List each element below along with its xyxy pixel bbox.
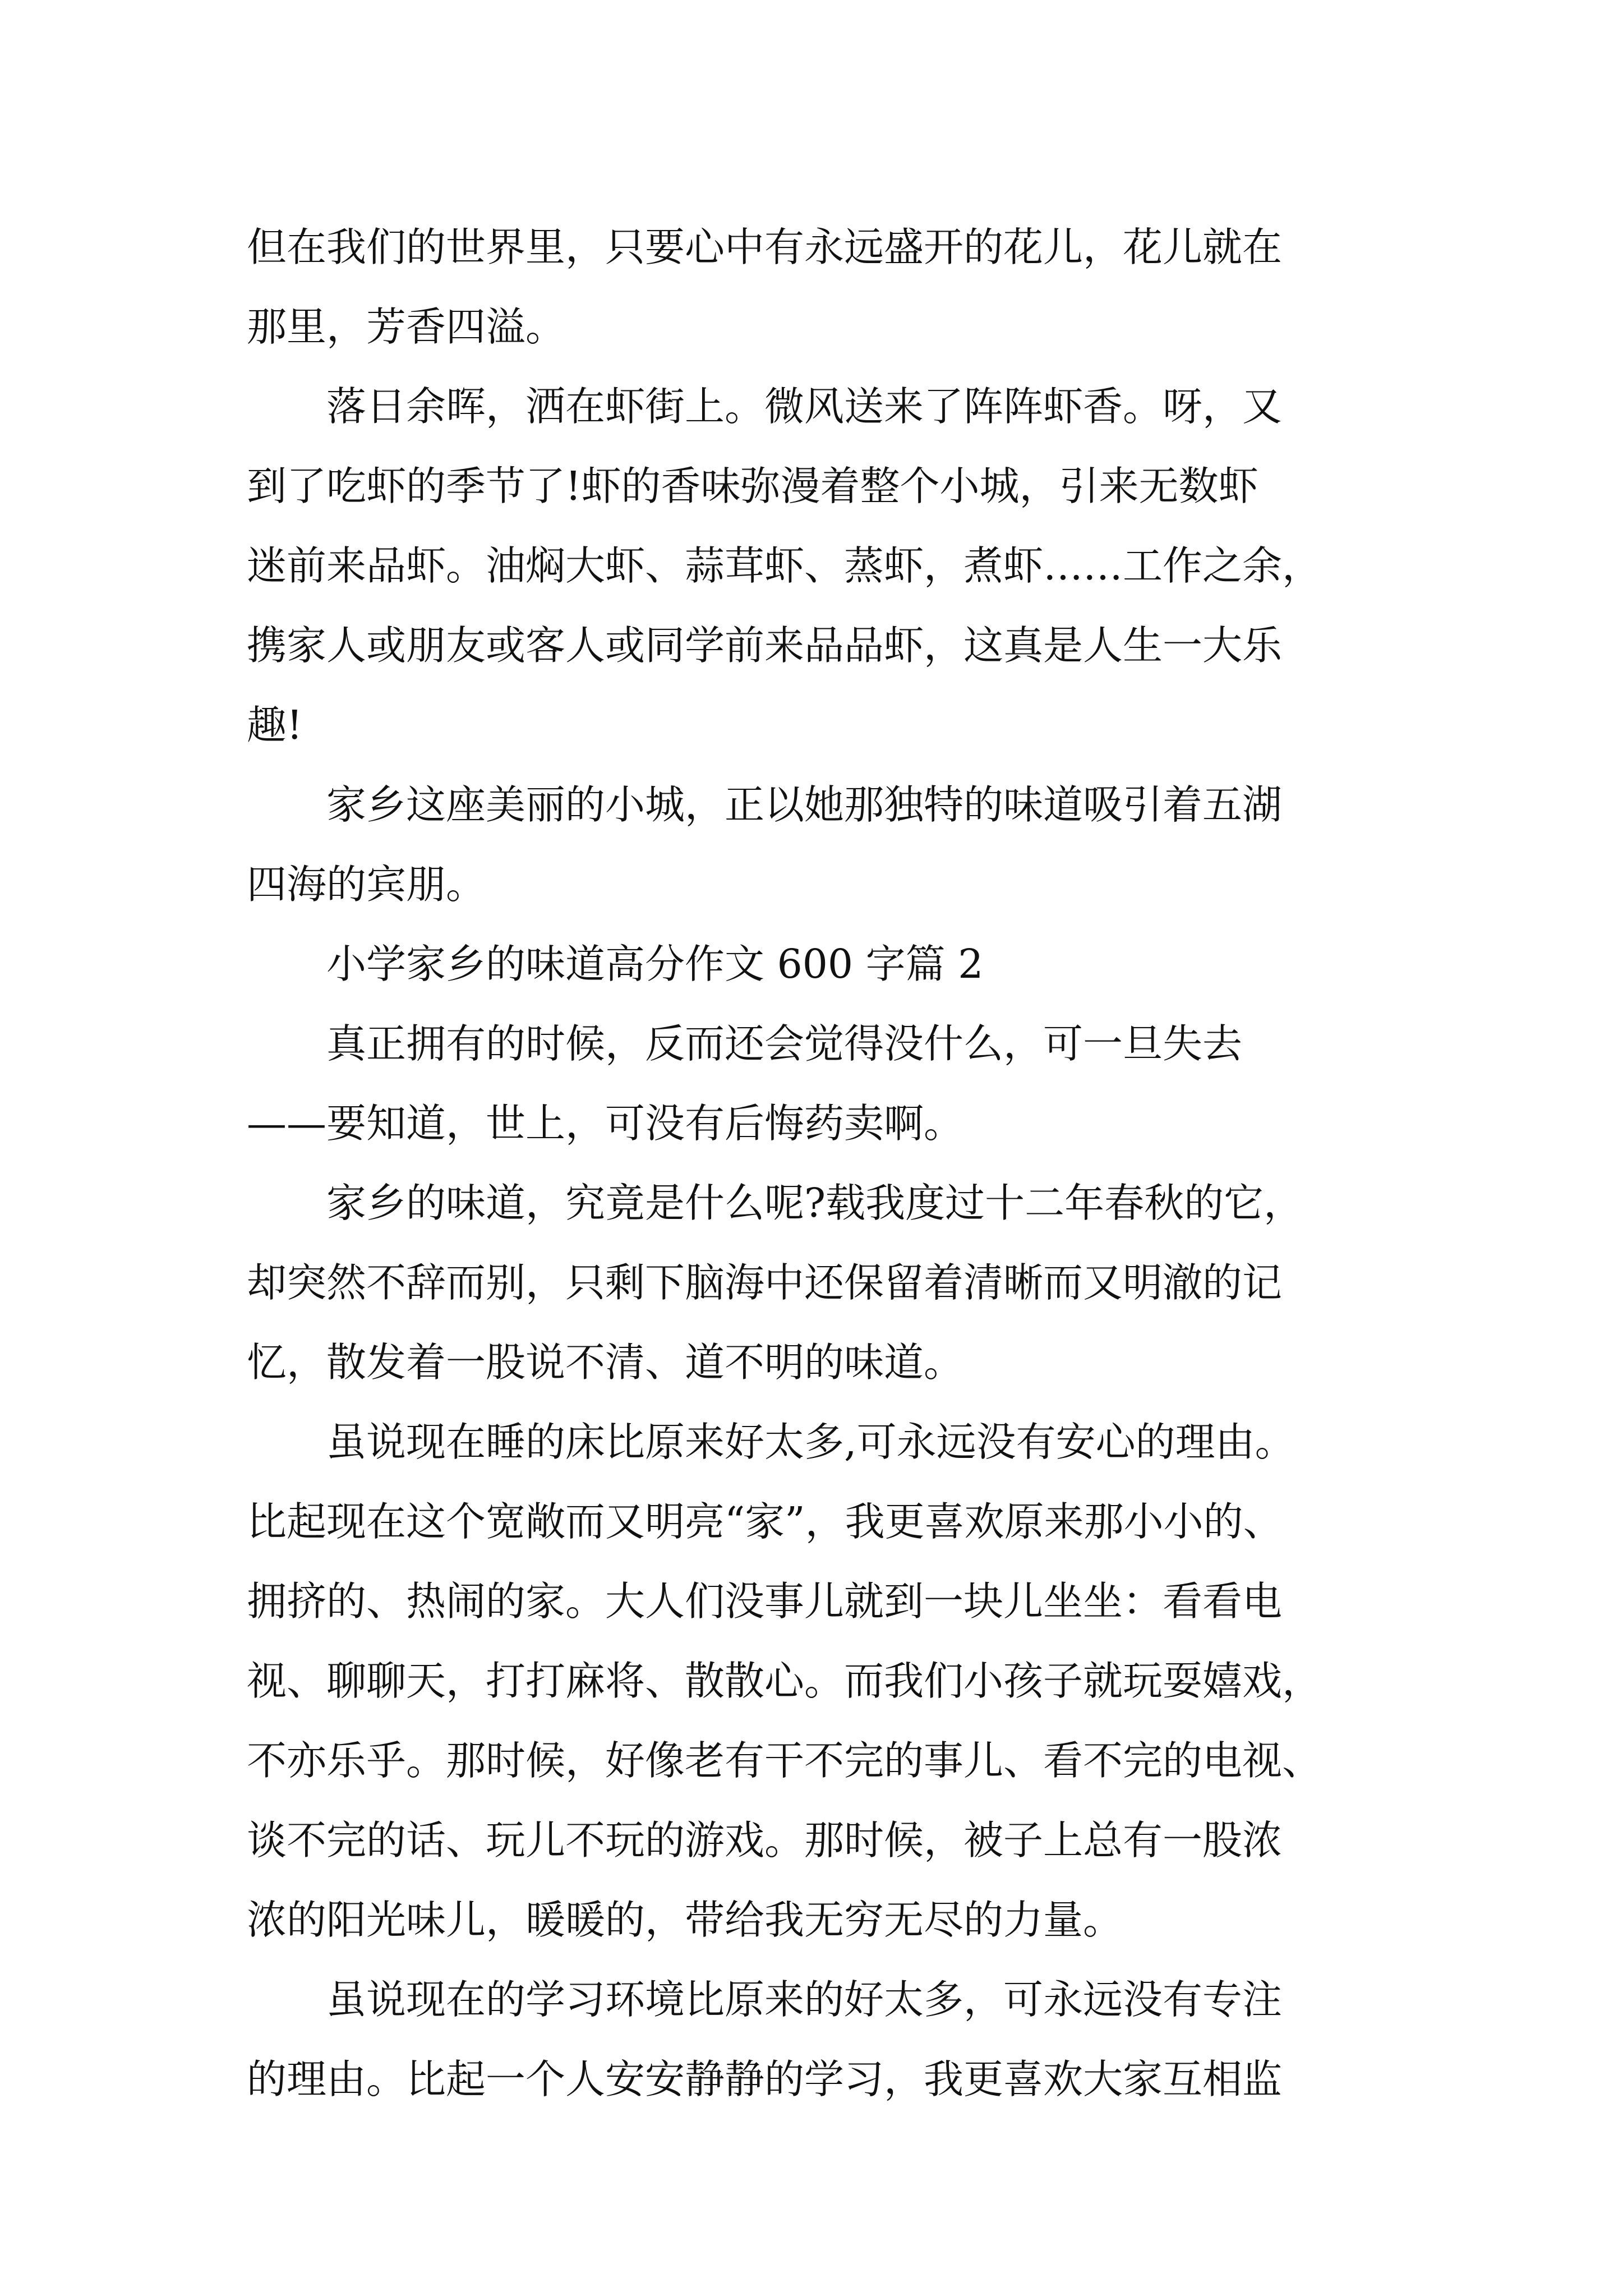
text-line-content: 谈不完的话、玩儿不玩的游戏。那时候，被子上总有一股浓 [247,1817,1283,1864]
text-line-content: 但在我们的世界里，只要心中有永远盛开的花儿，花儿就在 [247,224,1283,270]
text-line [247,447,1385,526]
text-line-content: 虽说现在的学习环境比原来的好太多，可永远没有专注 [247,1976,1283,2023]
text-line [247,1243,1385,1323]
text-line [247,1960,1385,2040]
text-line [247,1562,1385,1641]
text-line-content: 落日余晖，洒在虾街上。微风送来了阵阵虾香。呀，又 [247,383,1283,430]
text-line-content: 趣! [247,702,303,748]
text-line-content: 却突然不辞而别，只剩下脑海中还保留着清晰而又明澈的记 [247,1259,1283,1306]
text-line-content: 拥挤的、热闹的家。大人们没事儿就到一块儿坐坐：看看电 [247,1578,1283,1625]
text-line-content: 家乡的味道，究竟是什么呢?载我度过十二年春秋的它， [247,1180,1304,1226]
text-line [247,526,1385,606]
text-line [247,685,1385,765]
text-line [247,367,1385,447]
text-line-content: 忆，散发着一股说不清、道不明的味道。 [247,1339,964,1386]
text-line-content: 的理由。比起一个人安安静静的学习，我更喜欢大家互相监 [247,2056,1283,2102]
text-line [247,1482,1385,1562]
text-line-content: ——要知道，世上，可没有后悔药卖啊。 [247,1100,964,1147]
text-line [247,1721,1385,1801]
text-line-content: 家乡这座美丽的小城，正以她那独特的味道吸引着五湖 [247,781,1283,828]
text-line-content: 真正拥有的时候，反而还会觉得没什么，可一旦失去 [247,1020,1243,1067]
text-line-content: 浓的阳光味儿，暖暖的，带给我无穷无尽的力量。 [247,1897,1123,1943]
text-line-content: 那里，芳香四溢。 [247,303,566,350]
text-line-content: 四海的宾朋。 [247,861,486,908]
text-line [247,1084,1385,1163]
section-heading-text: 小学家乡的味道高分作文 600 字篇 2 [247,941,984,987]
text-line-content: 比起现在这个宽敞而又明亮“家”，我更喜欢原来那小小的、 [247,1498,1283,1545]
text-line [247,1641,1385,1721]
text-line-content: 到了吃虾的季节了!虾的香味弥漫着整个小城，引来无数虾 [247,463,1258,509]
text-line-content: 携家人或朋友或客人或同学前来品品虾，这真是人生一大乐 [247,622,1283,669]
text-line [247,606,1385,685]
text-line [247,1402,1385,1482]
text-line-content: 虽说现在睡的床比原来好太多,可永远没有安心的理由。 [247,1419,1295,1465]
text-line [247,1880,1385,1960]
text-line [247,287,1385,367]
text-line [247,1323,1385,1402]
text-line-content: 迷前来品虾。油焖大虾、蒜茸虾、蒸虾，煮虾……工作之余， [247,542,1322,589]
text-line [247,1004,1385,1084]
section-heading [247,924,1385,1004]
essay-text [247,208,1385,2119]
text-line [247,765,1385,845]
text-line [247,208,1385,287]
text-line [247,1801,1385,1880]
text-line [247,845,1385,924]
text-line [247,2040,1385,2119]
text-line [247,1163,1385,1243]
text-line-content: 视、聊聊天，打打麻将、散散心。而我们小孩子就玩耍嬉戏， [247,1658,1322,1704]
text-line-content: 不亦乐乎。那时候，好像老有干不完的事儿、看不完的电视、 [247,1737,1322,1784]
